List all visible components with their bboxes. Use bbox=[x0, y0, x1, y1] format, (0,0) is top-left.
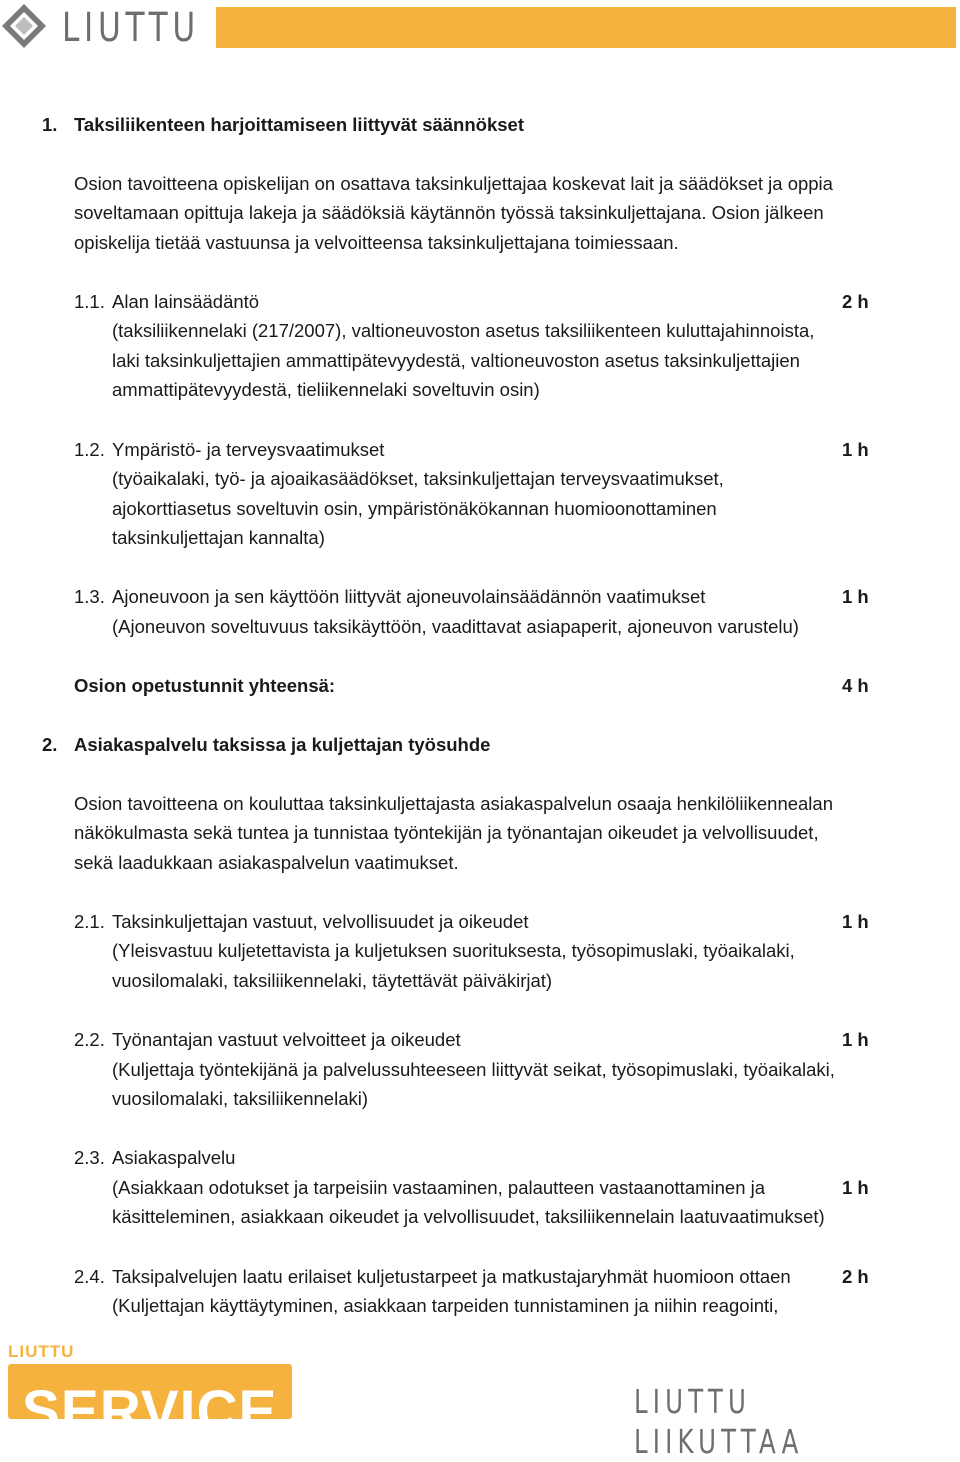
item-1-3-desc-line: (Ajoneuvon soveltuvuus taksikäyttöön, vaadittavat asiapaperit, ajoneuvon varustelu) bbox=[112, 616, 799, 637]
item-2-1-number: 2.1. bbox=[74, 911, 105, 932]
page-header bbox=[0, 0, 960, 60]
item-2-3-title: Asiakaspalvelu bbox=[112, 1147, 236, 1168]
item-1-1-desc-line: (taksiliikennelaki (217/2007), valtioneuvoston asetus taksiliikenteen kuluttajahinnoista, bbox=[112, 320, 815, 341]
item-1-2-title: Ympäristö- ja terveysvaatimukset bbox=[112, 439, 385, 460]
item-2-3-hours: 1 h bbox=[842, 1177, 869, 1198]
footer-slogan-logo: LIUTTU LIIKUTTAA bbox=[634, 1382, 804, 1461]
header-logo-text: LIUTTU bbox=[62, 5, 200, 51]
item-1-1-desc-line: ammattipätevyydestä, tieliikennelaki soveltuvin osin) bbox=[112, 379, 540, 400]
header-accent-bar bbox=[216, 7, 956, 48]
item-1-2-desc-line: ajokorttiasetus soveltuvin osin, ympäristönäkökannan huomioonottaminen bbox=[112, 498, 717, 519]
item-1-3-hours: 1 h bbox=[842, 586, 869, 607]
item-2-2-hours: 1 h bbox=[842, 1029, 869, 1050]
item-2-4-number: 2.4. bbox=[74, 1266, 105, 1287]
item-1-2-desc-line: (työaikalaki, työ- ja ajoaikasäädökset, taksinkuljettajan terveysvaatimukset, bbox=[112, 468, 724, 489]
item-1-2-desc-line: taksinkuljettajan kannalta) bbox=[112, 527, 325, 548]
section-1-intro-line: Osion tavoitteena opiskelijan on osattava taksinkuljettajaa koskevat lait ja säädökset ja oppia bbox=[74, 173, 833, 194]
item-1-1-title: Alan lainsäädäntö bbox=[112, 291, 260, 312]
section-2-number: 2. bbox=[42, 734, 58, 755]
item-1-3-title: Ajoneuvoon ja sen käyttöön liittyvät ajoneuvolainsäädännön vaatimukset bbox=[112, 586, 706, 607]
section-2-intro-line: näkökulmasta sekä tuntea ja tunnistaa työntekijän ja työnantajan oikeudet ja velvollisuudet, bbox=[74, 822, 819, 843]
item-1-3-number: 1.3. bbox=[74, 586, 105, 607]
section-1-title: Taksiliikenteen harjoittamiseen liittyvät säännökset bbox=[74, 114, 524, 135]
item-2-3-desc-line: (Asiakkaan odotukset ja tarpeisiin vastaaminen, palautteen vastaanottaminen ja bbox=[112, 1177, 766, 1198]
item-1-2-number: 1.2. bbox=[74, 439, 105, 460]
item-2-3-desc-line: käsitteleminen, asiakkaan oikeudet ja velvollisuudet, taksiliikennelain laatuvaatimukset) bbox=[112, 1206, 825, 1227]
footer-logo-big-text: SERVICE bbox=[22, 1379, 278, 1444]
section-2-title: Asiakaspalvelu taksissa ja kuljettajan työsuhde bbox=[74, 734, 491, 755]
footer-service-logo bbox=[4, 1342, 294, 1444]
item-2-3-number: 2.3. bbox=[74, 1147, 105, 1168]
section-1-total-label: Osion opetustunnit yhteensä: bbox=[74, 675, 336, 696]
item-2-1-desc-line: (Yleisvastuu kuljetettavista ja kuljetuksen suorituksesta, työsopimuslaki, työaikalaki, bbox=[112, 940, 795, 961]
item-1-1-hours: 2 h bbox=[842, 291, 869, 312]
item-1-1-number: 1.1. bbox=[74, 291, 105, 312]
item-1-1-desc-line: laki taksinkuljettajien ammattipätevyydestä, valtioneuvoston asetus taksinkuljettajien bbox=[112, 350, 800, 371]
item-2-2-title: Työnantajan vastuut velvoitteet ja oikeudet bbox=[112, 1029, 461, 1050]
item-2-1-title: Taksinkuljettajan vastuut, velvollisuudet ja oikeudet bbox=[112, 911, 529, 932]
item-2-4-hours: 2 h bbox=[842, 1266, 869, 1287]
section-2-intro-line: sekä laadukkaan asiakaspalvelun vaatimukset. bbox=[74, 852, 459, 873]
item-2-1-hours: 1 h bbox=[842, 911, 869, 932]
footer-logo-box bbox=[8, 1364, 292, 1444]
section-1-total-hours: 4 h bbox=[842, 675, 869, 696]
section-2-intro-line: Osion tavoitteena on kouluttaa taksinkuljettajasta asiakaspalvelun osaaja henkilöliikennealan bbox=[74, 793, 833, 814]
item-1-2-hours: 1 h bbox=[842, 439, 869, 460]
section-1-number: 1. bbox=[42, 114, 58, 135]
footer-logo-small-text: LIUTTU bbox=[8, 1342, 75, 1361]
section-1-intro-line: opiskelija tietää vastuunsa ja velvoitteensa taksinkuljettajana toimiessaan. bbox=[74, 232, 679, 253]
item-2-4-title: Taksipalvelujen laatu erilaiset kuljetustarpeet ja matkustajaryhmät huomioon ottaen bbox=[112, 1266, 791, 1287]
item-2-2-desc-line: vuosilomalaki, taksiliikennelaki) bbox=[112, 1088, 369, 1109]
item-2-2-number: 2.2. bbox=[74, 1029, 105, 1050]
item-2-2-desc-line: (Kuljettaja työntekijänä ja palvelussuhteeseen liittyvät seikat, työsopimuslaki, työaikalaki, bbox=[112, 1059, 835, 1080]
item-2-4-desc-line: (Kuljettajan käyttäytyminen, asiakkaan tarpeiden tunnistaminen ja niihin reagointi, bbox=[112, 1295, 779, 1316]
item-2-1-desc-line: vuosilomalaki, taksiliikennelaki, täytettävät päiväkirjat) bbox=[112, 970, 553, 991]
diamond-logo-icon bbox=[2, 4, 54, 48]
section-1-intro-line: soveltamaan opittuja lakeja ja säädöksiä käytännön työssä taksinkuljettajana. Osion jälkeen bbox=[74, 202, 824, 223]
